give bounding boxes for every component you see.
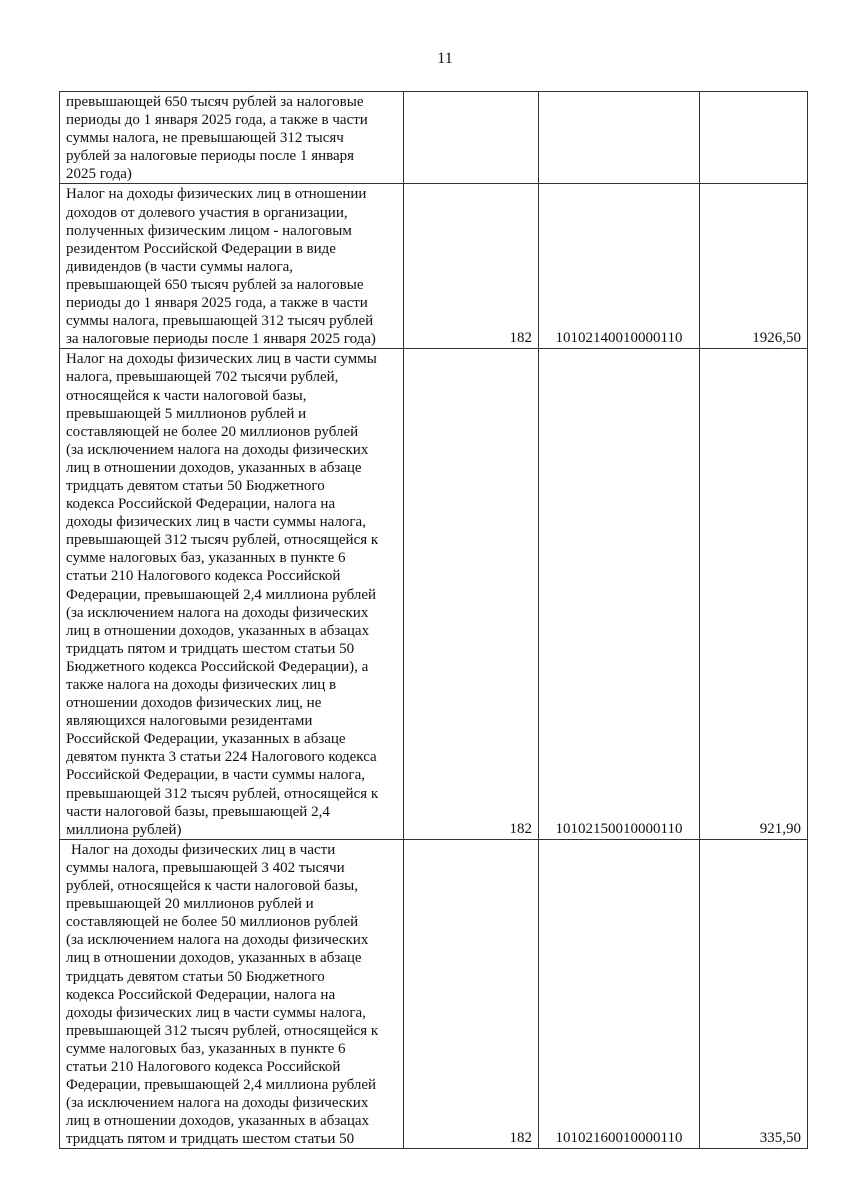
description-line: Налог на доходы физических лиц в части суммы (66, 351, 377, 368)
description-line: доходов от долевого участия в организации, (66, 204, 348, 221)
description-line: части налоговой базы, превышающей 2,4 (66, 803, 330, 820)
description-line: Налог на доходы физических лиц в отношении (66, 186, 367, 203)
admin-code-cell: 182 (404, 184, 539, 349)
description-line: относящейся к части налоговой базы, (66, 387, 307, 404)
description-line: полученных физическим лицом - налоговым (66, 222, 352, 239)
description-line: девятом пункта 3 статьи 224 Налогового кодекса (66, 749, 377, 766)
revenue-description-cell (60, 839, 404, 1149)
description-line: миллиона рублей) (66, 821, 182, 838)
description-line: периоды до 1 января 2025 года, а также в части (66, 112, 368, 129)
description-line: лиц в отношении доходов, указанных в абзаце (66, 950, 362, 967)
amount-cell: 335,50 (700, 839, 808, 1149)
description-line: налога, превышающей 702 тысячи рублей, (66, 369, 339, 386)
description-line: статьи 210 Налогового кодекса Российской (66, 568, 341, 585)
budget-revenue-table (59, 91, 808, 1149)
admin-code-cell: 182 (404, 349, 539, 840)
description-line: Российской Федерации, указанных в абзаце (66, 731, 346, 748)
description-line: тридцать пятом и тридцать шестом статьи 50 (66, 1131, 355, 1148)
description-line: превышающей 312 тысяч рублей, относящейся к (66, 532, 379, 549)
description-line: (за исключением налога на доходы физических (66, 441, 369, 458)
description-line: резидентом Российской Федерации в виде (66, 240, 336, 257)
description-line: (за исключением налога на доходы физических (66, 1095, 369, 1112)
description-line: 2025 года) (66, 166, 132, 183)
description-line: рублей, относящейся к части налоговой базы, (66, 878, 359, 895)
description-line: дивидендов (в части суммы налога, (66, 258, 294, 275)
description-line: суммы налога, не превышающей 312 тысяч (66, 130, 344, 147)
description-line: отношении доходов физических лиц, не (66, 695, 322, 712)
table-row (60, 92, 808, 184)
amount-cell: 921,90 (700, 349, 808, 840)
description-line: тридцать девятом статьи 50 Бюджетного (66, 968, 325, 985)
description-line: превышающей 312 тысяч рублей, относящейся к (66, 1022, 379, 1039)
amount-cell (700, 92, 808, 184)
description-line: Налог на доходы физических лиц в части (71, 841, 336, 858)
description-line: лиц в отношении доходов, указанных в абзацах (66, 622, 370, 639)
description-line: превышающей 650 тысяч рублей за налоговые (66, 94, 364, 110)
admin-code-cell: 182 (404, 839, 539, 1149)
description-line: тридцать девятом статьи 50 Бюджетного (66, 477, 325, 494)
revenue-description-cell (60, 184, 404, 349)
description-line: превышающей 20 миллионов рублей и (66, 896, 314, 913)
description-line: рублей за налоговые периоды после 1 января (66, 148, 355, 165)
description-line: суммы налога, превышающей 3 402 тысячи (66, 859, 345, 876)
description-line: (за исключением налога на доходы физических (66, 604, 369, 621)
description-line: сумме налоговых баз, указанных в пункте 6 (66, 550, 346, 567)
table-row (60, 839, 808, 1149)
description-line: также налога на доходы физических лиц в (66, 677, 337, 693)
description-line: являющихся налоговыми резидентами (66, 713, 313, 730)
description-line: превышающей 650 тысяч рублей за налоговые (66, 276, 364, 293)
description-line: лиц в отношении доходов, указанных в абзацах (66, 1113, 370, 1130)
kbk-code-cell: 10102140010000110 (539, 184, 700, 349)
kbk-code-cell: 10102160010000110 (539, 839, 700, 1149)
admin-code-cell (404, 92, 539, 184)
description-line: сумме налоговых баз, указанных в пункте 6 (66, 1040, 346, 1057)
description-line: Бюджетного кодекса Российской Федерации), а (66, 658, 369, 675)
description-line: (за исключением налога на доходы физических (66, 932, 369, 949)
description-line: кодекса Российской Федерации, налога на (66, 986, 336, 1003)
description-line: статьи 210 Налогового кодекса Российской (66, 1058, 341, 1075)
description-line: составляющей не более 50 миллионов рублей (66, 914, 359, 931)
description-line: превышающей 5 миллионов рублей и (66, 405, 307, 422)
description-line: доходы физических лиц в части суммы налога, (66, 1004, 366, 1021)
description-line: Федерации, превышающей 2,4 миллиона рублей (66, 586, 377, 603)
description-line: за налоговые периоды после 1 января 2025 года) (66, 331, 376, 348)
description-line: кодекса Российской Федерации, налога на (66, 496, 336, 513)
revenue-description-cell (60, 92, 404, 184)
kbk-code-cell (539, 92, 700, 184)
description-line: Федерации, превышающей 2,4 миллиона рублей (66, 1077, 377, 1094)
kbk-code-cell: 10102150010000110 (539, 349, 700, 840)
page-number: 11 (437, 50, 453, 67)
revenue-description-cell (60, 349, 404, 840)
amount-cell: 1926,50 (700, 184, 808, 349)
description-line: суммы налога, превышающей 312 тысяч рублей (66, 313, 374, 330)
description-line: составляющей не более 20 миллионов рублей (66, 423, 359, 440)
description-line: тридцать пятом и тридцать шестом статьи 50 (66, 640, 355, 657)
table-row (60, 184, 808, 349)
description-line: периоды до 1 января 2025 года, а также в части (66, 295, 368, 312)
description-line: Российской Федерации, в части суммы налога, (66, 767, 365, 784)
description-line: лиц в отношении доходов, указанных в абзаце (66, 459, 362, 476)
description-line: доходы физических лиц в части суммы налога, (66, 514, 366, 531)
description-line: превышающей 312 тысяч рублей, относящейся к (66, 785, 379, 802)
table-row (60, 349, 808, 840)
